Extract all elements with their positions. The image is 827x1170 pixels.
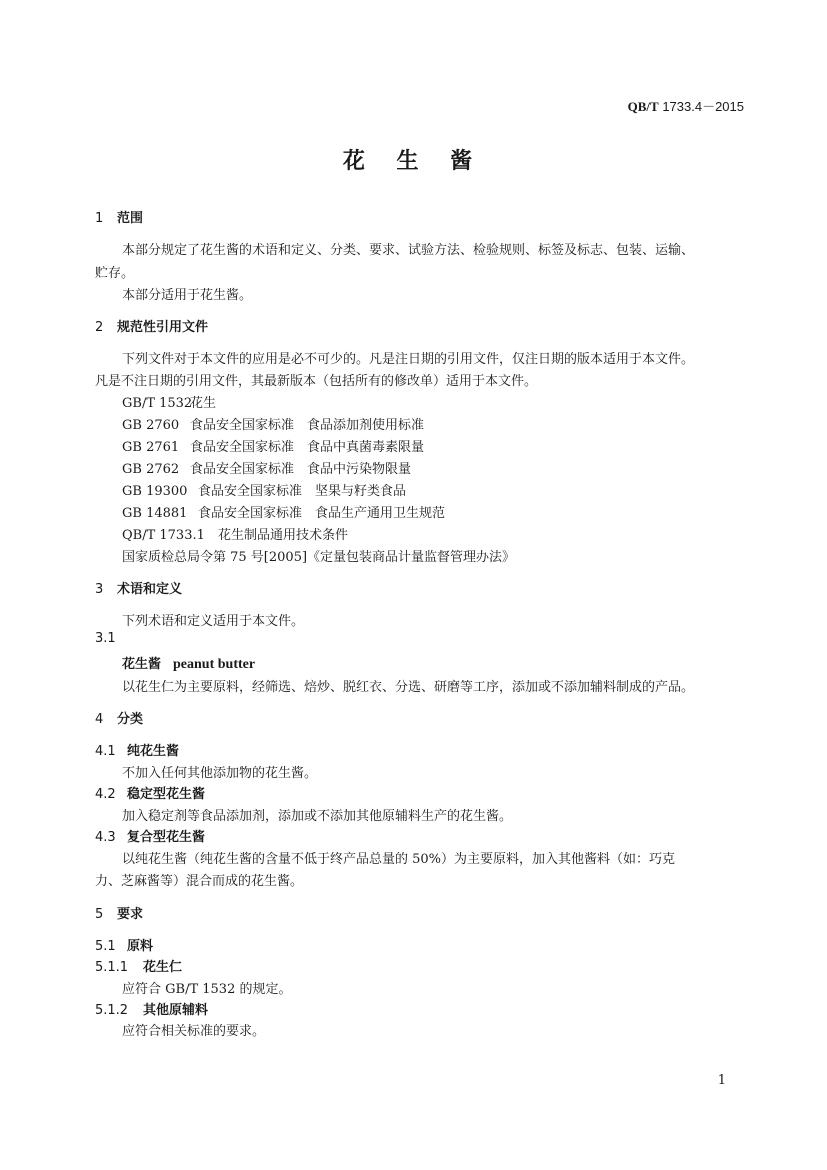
section-number: 5 (95, 907, 104, 922)
reference-code: GB 2760 (122, 418, 180, 433)
subsection-number: 3.1 (95, 631, 116, 646)
section-2-heading (95, 316, 208, 335)
paragraph: 下列术语和定义适用于本文件。 (122, 614, 305, 629)
reference-code: QB/T 1733.1 (122, 528, 205, 543)
term-chinese: 花生酱 (122, 657, 162, 672)
section-number: 1 (95, 211, 104, 226)
subsection-title: 花生仁 (143, 960, 183, 975)
subsection-title: 原料 (127, 939, 154, 954)
subsection-heading (95, 935, 153, 954)
standard-code (628, 96, 744, 115)
subsection-heading (95, 999, 208, 1018)
section-number: 2 (95, 320, 104, 335)
subsection-number: 5.1.1 (95, 960, 129, 975)
page-number: 1 (717, 1073, 726, 1088)
paragraph: 下列文件对于本文件的应用是必不可少的。凡是注日期的引用文件，仅注日期的版本适用于本文件。 (122, 352, 695, 367)
paragraph: 凡是不注日期的引用文件，其最新版本（包括所有的修改单）适用于本文件。 (95, 374, 538, 389)
reference-title: 食品安全国家标准 食品添加剂使用标准 (190, 418, 425, 433)
section-3-heading (95, 578, 182, 597)
reference-item (122, 524, 348, 543)
paragraph: 应符合相关标准的要求。 (122, 1024, 266, 1039)
term-english: peanut butter (173, 657, 256, 672)
reference-title: 花生制品通用技术条件 (218, 528, 349, 543)
section-title: 规范性引用文件 (117, 320, 209, 335)
reference-code: GB/T 1532 (122, 396, 193, 411)
reference-title: 花生 (190, 396, 217, 411)
reference-title: 食品安全国家标准 食品中真菌毒素限量 (190, 440, 425, 455)
subsection-title: 复合型花生酱 (127, 830, 206, 845)
reference-title: 食品安全国家标准 食品生产通用卫生规范 (198, 506, 446, 521)
reference-code: GB 19300 (122, 484, 188, 499)
paragraph: 贮存。 (95, 266, 135, 281)
standard-code-number: 1733.4－2015 (658, 99, 744, 114)
subsection-title: 稳定型花生酱 (127, 787, 206, 802)
term-entry (122, 653, 255, 673)
paragraph: 应符合 GB/T 1532 的规定。 (122, 982, 292, 997)
document-title: 花 生 酱 (342, 149, 485, 174)
reference-item (122, 458, 411, 477)
subsection-number: 4.2 (95, 787, 116, 802)
reference-item (122, 502, 445, 521)
reference-title: 食品安全国家标准 坚果与籽类食品 (198, 484, 407, 499)
reference-code: GB 2761 (122, 440, 180, 455)
subsection-number: 4.1 (95, 744, 116, 759)
reference-item (122, 414, 424, 433)
subsection-heading (95, 956, 182, 975)
subsection-heading (95, 826, 205, 845)
reference-item (122, 392, 216, 411)
reference-item (122, 480, 406, 499)
section-title: 分类 (117, 712, 144, 727)
reference-code: GB 2762 (122, 462, 180, 477)
paragraph: 本部分适用于花生酱。 (122, 288, 253, 303)
subsection-heading (95, 740, 179, 759)
paragraph: 本部分规定了花生酱的术语和定义、分类、要求、试验方法、检验规则、标签及标志、包装、运输、 (122, 243, 695, 258)
subsection-heading (95, 783, 205, 802)
reference-item (122, 436, 424, 455)
paragraph: 加入稳定剂等食品添加剂，添加或不添加其他原辅料生产的花生酱。 (122, 809, 513, 824)
paragraph: 力、芝麻酱等）混合而成的花生酱。 (95, 874, 304, 889)
section-4-heading (95, 708, 143, 727)
subsection-number: 5.1.2 (95, 1003, 129, 1018)
section-5-heading (95, 903, 143, 922)
term-definition: 以花生仁为主要原料，经筛选、焙炒、脱红衣、分选、研磨等工序，添加或不添加辅料制成的产品。 (122, 680, 695, 695)
reference-title: 食品安全国家标准 食品中污染物限量 (190, 462, 412, 477)
section-number: 3 (95, 582, 104, 597)
reference-item: 国家质检总局令第 75 号[2005]《定量包装商品计量监督管理办法》 (122, 550, 516, 565)
standard-code-prefix: QB/T (627, 99, 659, 114)
paragraph: 不加入任何其他添加物的花生酱。 (122, 766, 318, 781)
section-title: 范围 (117, 211, 144, 226)
subsection-title: 其他原辅料 (143, 1003, 209, 1018)
section-title: 术语和定义 (117, 582, 183, 597)
subsection-number: 4.3 (95, 830, 116, 845)
section-number: 4 (95, 712, 104, 727)
subsection-title: 纯花生酱 (127, 744, 180, 759)
paragraph: 以纯花生酱（纯花生酱的含量不低于终产品总量的 50%）为主要原料，加入其他酱料（如：巧克 (122, 852, 676, 867)
section-1-heading (95, 207, 143, 226)
subsection-number: 5.1 (95, 939, 116, 954)
reference-code: GB 14881 (122, 506, 188, 521)
section-title: 要求 (117, 907, 144, 922)
